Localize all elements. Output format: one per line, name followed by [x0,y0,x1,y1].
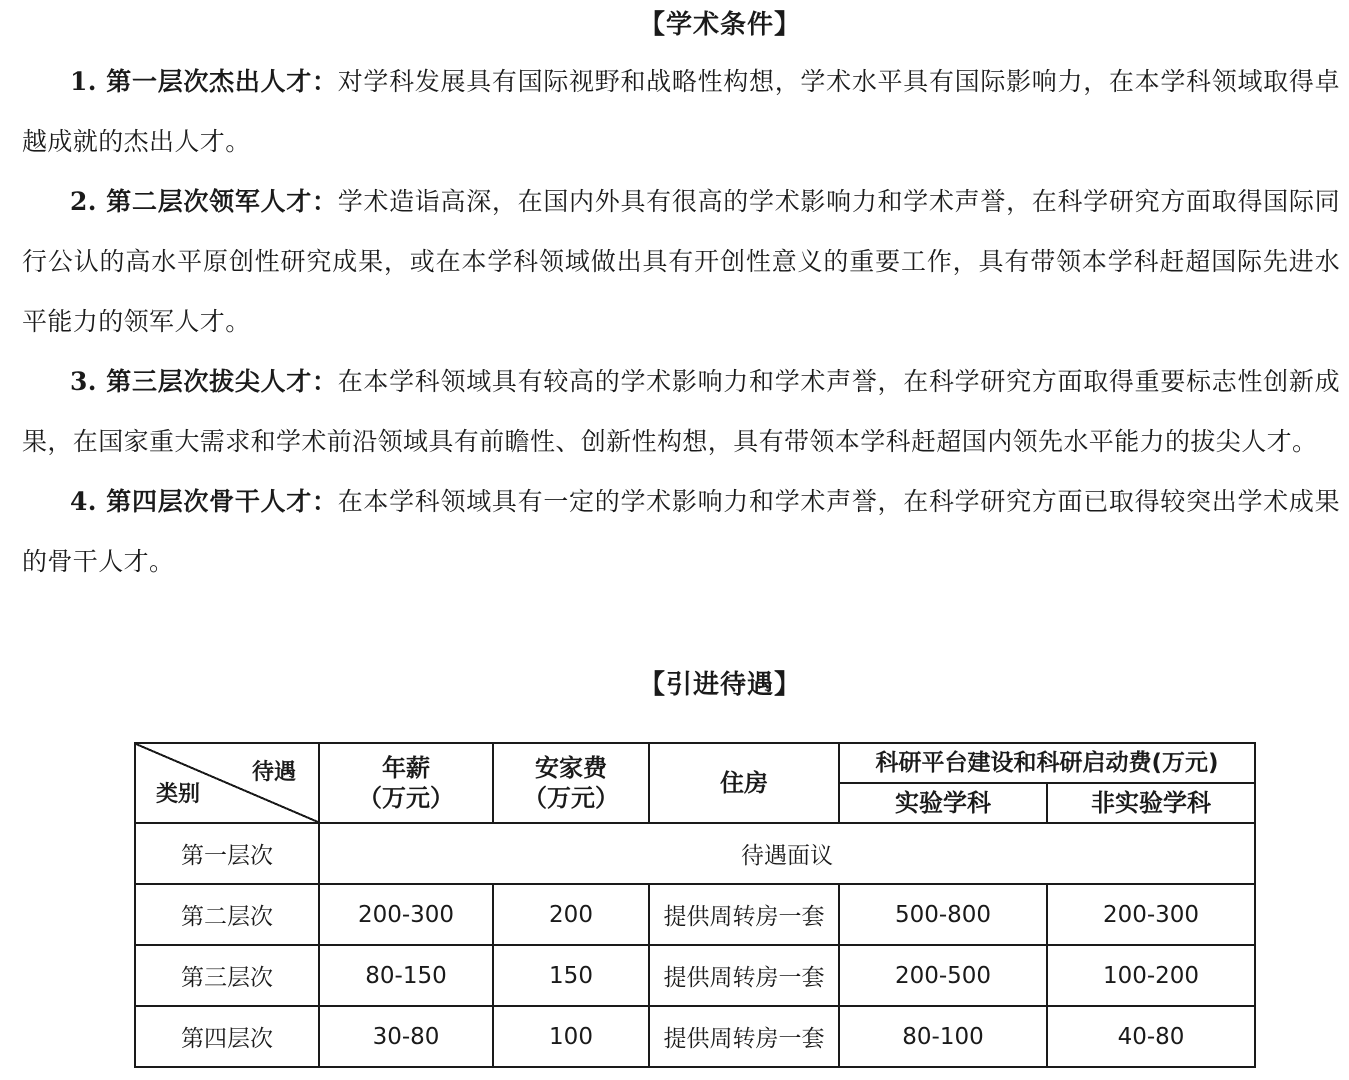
academic-section-title: 【学术条件】 [638,10,801,40]
benefits-section-title: 【引进待遇】 [638,670,801,700]
condition-level-2 [22,172,1340,352]
condition-text: 学术造诣高深，在国内外具有很高的学术影响力和学术声誉，在科学研究方面取得国际同行公认的高水平原创性研究成果，或在本学科领域做出具有开创性意义的重要工作，具有带领本学科赶超国际先进水平能力的领军人才。 [22,187,1340,336]
benefits-table [134,742,1256,1068]
category-cell: 第二层次 [135,884,319,945]
salary-cell: 30-80 [319,1006,493,1067]
category-cell: 第四层次 [135,1006,319,1067]
condition-level-4 [22,472,1340,592]
settlement-cell: 200 [493,884,649,945]
lab-funding-cell: 200-500 [839,945,1047,1006]
table-row [135,884,1255,945]
housing-cell: 提供周转房一套 [649,884,839,945]
condition-lead: 2. 第二层次领军人才： [70,187,338,216]
nonlab-funding-cell: 40-80 [1047,1006,1255,1067]
salary-header: 年薪 （万元） [319,743,493,823]
corner-header-cell [135,743,319,823]
condition-lead: 4. 第四层次骨干人才： [70,487,338,516]
condition-lead: 1. 第一层次杰出人才： [70,67,338,96]
condition-text: 在本学科领域具有一定的学术影响力和学术声誉，在科学研究方面已取得较突出学术成果的骨干人才。 [22,487,1340,576]
negotiable-cell: 待遇面议 [319,823,1255,884]
housing-cell: 提供周转房一套 [649,945,839,1006]
lab-funding-cell: 80-100 [839,1006,1047,1067]
table-header-row [135,743,1255,783]
category-cell: 第一层次 [135,823,319,884]
salary-cell: 80-150 [319,945,493,1006]
condition-level-3 [22,352,1340,472]
research-funding-header: 科研平台建设和科研启动费(万元) [839,743,1255,783]
salary-cell: 200-300 [319,884,493,945]
condition-lead: 3. 第三层次拔尖人才： [70,367,338,396]
table-row [135,823,1255,884]
nonlab-funding-cell: 200-300 [1047,884,1255,945]
housing-cell: 提供周转房一套 [649,1006,839,1067]
academic-conditions [22,52,1340,592]
lab-funding-cell: 500-800 [839,884,1047,945]
corner-category-label: 类别 [156,782,201,807]
settlement-cell: 150 [493,945,649,1006]
condition-text: 对学科发展具有国际视野和战略性构想，学术水平具有国际影响力，在本学科领域取得卓越成就的杰出人才。 [22,67,1340,156]
category-cell: 第三层次 [135,945,319,1006]
lab-discipline-header: 实验学科 [839,783,1047,823]
condition-text: 在本学科领域具有较高的学术影响力和学术声誉，在科学研究方面取得重要标志性创新成果，在国家重大需求和学术前沿领域具有前瞻性、创新性构想，具有带领本学科赶超国内领先水平能力的拔尖人才。 [22,367,1340,456]
settlement-header: 安家费 （万元） [493,743,649,823]
settlement-cell: 100 [493,1006,649,1067]
housing-header: 住房 [649,743,839,823]
condition-level-1 [22,52,1340,172]
nonlab-funding-cell: 100-200 [1047,945,1255,1006]
table-row [135,1006,1255,1067]
corner-benefit-label: 待遇 [251,760,296,785]
nonlab-discipline-header: 非实验学科 [1047,783,1255,823]
table-row [135,945,1255,1006]
